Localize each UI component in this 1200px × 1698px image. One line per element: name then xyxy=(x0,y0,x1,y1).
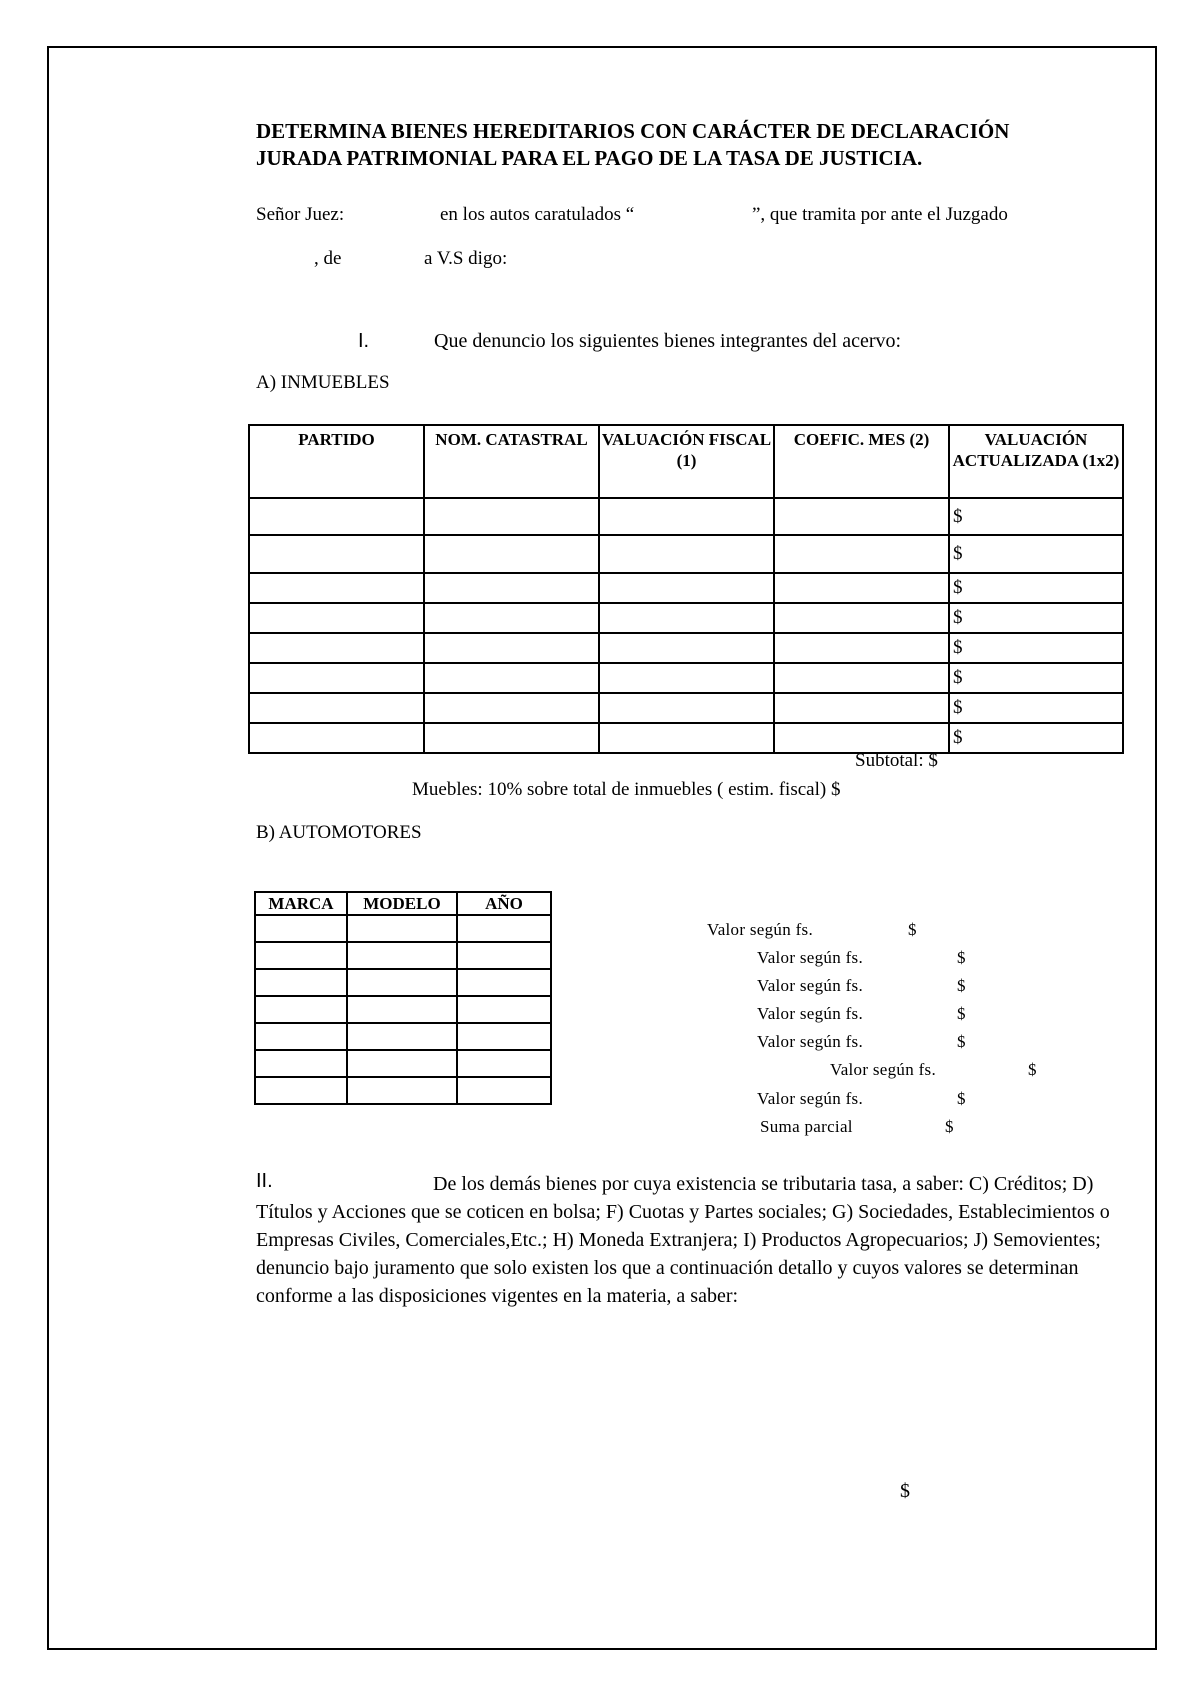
table-cell xyxy=(249,633,424,663)
muebles-line: Muebles: 10% sobre total de inmuebles ( estim. fiscal) $ xyxy=(412,779,841,800)
table-row xyxy=(249,663,1123,693)
table-cell xyxy=(255,915,347,942)
valuacion-actualizada-cell: $ xyxy=(949,498,1123,535)
section-ii-numeral: II. xyxy=(256,1170,273,1192)
table-cell xyxy=(599,663,774,693)
table-cell xyxy=(424,498,599,535)
automotores-header-row xyxy=(255,892,551,915)
table-cell xyxy=(774,693,949,723)
table-cell xyxy=(457,996,551,1023)
valuacion-actualizada-cell: $ xyxy=(949,573,1123,603)
table-row xyxy=(249,498,1123,535)
title-line-2: JURADA PATRIMONIAL PARA EL PAGO DE LA TASA DE JUSTICIA. xyxy=(256,146,923,170)
table-cell xyxy=(599,693,774,723)
table-cell xyxy=(249,573,424,603)
valor-segun-fs-label: Valor según fs. xyxy=(757,948,864,967)
table-cell xyxy=(457,915,551,942)
table-cell xyxy=(249,693,424,723)
table-cell xyxy=(347,969,457,996)
inmuebles-heading: A) INMUEBLES xyxy=(256,372,390,393)
table-cell xyxy=(255,1050,347,1077)
col-anio: AÑO xyxy=(457,892,551,915)
table-row xyxy=(249,535,1123,573)
table-cell xyxy=(249,663,424,693)
table-cell xyxy=(599,603,774,633)
title-line-1: DETERMINA BIENES HEREDITARIOS CON CARÁCTER DE DECLARACIÓN xyxy=(256,119,1010,143)
que-tramita: ”, que tramita por ante el Juzgado xyxy=(752,204,1008,225)
valuacion-actualizada-cell: $ xyxy=(949,535,1123,573)
table-row xyxy=(249,693,1123,723)
table-row xyxy=(255,1077,551,1104)
table-cell xyxy=(457,1050,551,1077)
valor-segun-fs-currency: $ xyxy=(957,948,966,967)
valor-segun-fs-label: Valor según fs. xyxy=(707,920,814,939)
table-cell xyxy=(774,633,949,663)
valor-segun-fs-currency: $ xyxy=(908,920,917,939)
table-cell xyxy=(457,1023,551,1050)
valuacion-actualizada-cell: $ xyxy=(949,633,1123,663)
table-cell xyxy=(249,723,424,753)
valor-segun-fs-currency: $ xyxy=(957,1032,966,1051)
col-coefic-mes: COEFIC. MES (2) xyxy=(774,425,949,498)
valuacion-actualizada-cell: $ xyxy=(949,693,1123,723)
table-cell xyxy=(424,535,599,573)
valor-segun-fs-currency: $ xyxy=(957,976,966,995)
table-cell xyxy=(774,535,949,573)
col-modelo: MODELO xyxy=(347,892,457,915)
table-cell xyxy=(774,573,949,603)
table-cell xyxy=(424,633,599,663)
table-cell xyxy=(347,1050,457,1077)
table-cell xyxy=(347,1077,457,1104)
col-valuacion-actualizada: VALUACIÓN ACTUALIZADA (1x2) xyxy=(949,425,1123,498)
table-cell xyxy=(255,942,347,969)
table-cell xyxy=(599,633,774,663)
section-ii-paragraph xyxy=(256,1170,1116,1310)
table-cell xyxy=(774,603,949,633)
valor-segun-fs-label: Valor según fs. xyxy=(757,1032,864,1051)
col-marca: MARCA xyxy=(255,892,347,915)
page-border xyxy=(47,46,1157,1650)
table-cell xyxy=(347,915,457,942)
table-row xyxy=(249,723,1123,753)
automotores-heading: B) AUTOMOTORES xyxy=(256,822,422,843)
table-cell xyxy=(255,1077,347,1104)
valuacion-actualizada-cell: $ xyxy=(949,663,1123,693)
table-row xyxy=(255,942,551,969)
table-cell xyxy=(249,498,424,535)
inmuebles-table xyxy=(248,424,1124,754)
table-cell xyxy=(599,573,774,603)
table-row xyxy=(255,915,551,942)
table-cell xyxy=(599,723,774,753)
table-cell xyxy=(255,969,347,996)
table-cell xyxy=(457,1077,551,1104)
table-cell xyxy=(774,498,949,535)
table-row xyxy=(255,969,551,996)
suma-parcial-currency: $ xyxy=(945,1117,954,1136)
table-cell xyxy=(457,969,551,996)
table-cell xyxy=(424,693,599,723)
table-cell xyxy=(424,663,599,693)
valor-segun-fs-currency: $ xyxy=(1028,1060,1037,1079)
table-row xyxy=(249,603,1123,633)
valuacion-actualizada-cell: $ xyxy=(949,723,1123,753)
valor-segun-fs-currency: $ xyxy=(957,1089,966,1108)
table-cell xyxy=(599,498,774,535)
table-cell xyxy=(424,723,599,753)
table-cell xyxy=(255,996,347,1023)
en-los-autos: en los autos caratulados “ xyxy=(440,204,635,225)
col-nom-catastral: NOM. CATASTRAL xyxy=(424,425,599,498)
table-row xyxy=(255,1050,551,1077)
section-ii-body: C) Créditos; D) Títulos y Acciones que se coticen en bolsa; F) Cuotas y Partes sociales; G) Sociedades, Establecimientos o Empresas Civiles, Comerciales,Etc.; H) Moneda Extranjera; I) Productos Agropecuarios; J) Semovientes; denuncio bajo juramento que solo existen los que a continuación detallo y cuyos valores se determinan conforme a las disposiciones vigentes en la materia, a saber: xyxy=(256,1173,1110,1307)
section-ii-lead: De los demás bienes por cuya existencia se tributaria tasa, a saber: xyxy=(433,1173,964,1195)
suma-parcial-label: Suma parcial xyxy=(760,1117,853,1136)
section-i-text: Que denuncio los siguientes bienes integrantes del acervo: xyxy=(434,330,902,352)
senor-juez: Señor Juez: xyxy=(256,204,345,225)
table-cell xyxy=(424,573,599,603)
table-cell xyxy=(347,942,457,969)
table-cell xyxy=(424,603,599,633)
valor-segun-fs-label: Valor según fs. xyxy=(757,976,864,995)
col-valuacion-fiscal: VALUACIÓN FISCAL (1) xyxy=(599,425,774,498)
table-cell xyxy=(249,535,424,573)
table-row xyxy=(249,573,1123,603)
de-label: , de xyxy=(314,248,342,269)
digo-label: a V.S digo: xyxy=(424,248,508,269)
table-cell xyxy=(249,603,424,633)
final-currency: $ xyxy=(900,1480,910,1502)
subtotal: Subtotal: $ xyxy=(855,750,938,771)
valor-segun-fs-label: Valor según fs. xyxy=(757,1004,864,1023)
valor-segun-fs-label: Valor según fs. xyxy=(830,1060,937,1079)
table-cell xyxy=(599,535,774,573)
table-cell xyxy=(457,942,551,969)
table-cell xyxy=(347,996,457,1023)
section-i-numeral: I. xyxy=(358,330,370,352)
inmuebles-header-row xyxy=(249,425,1123,498)
valuacion-actualizada-cell: $ xyxy=(949,603,1123,633)
table-cell xyxy=(774,663,949,693)
automotores-table xyxy=(254,891,552,1105)
table-cell xyxy=(347,1023,457,1050)
table-cell xyxy=(255,1023,347,1050)
table-row xyxy=(255,1023,551,1050)
table-row xyxy=(255,996,551,1023)
document-title xyxy=(256,118,1009,172)
valor-segun-fs-label: Valor según fs. xyxy=(757,1089,864,1108)
valor-segun-fs-currency: $ xyxy=(957,1004,966,1023)
col-partido: PARTIDO xyxy=(249,425,424,498)
table-cell xyxy=(774,723,949,753)
table-row xyxy=(249,633,1123,663)
